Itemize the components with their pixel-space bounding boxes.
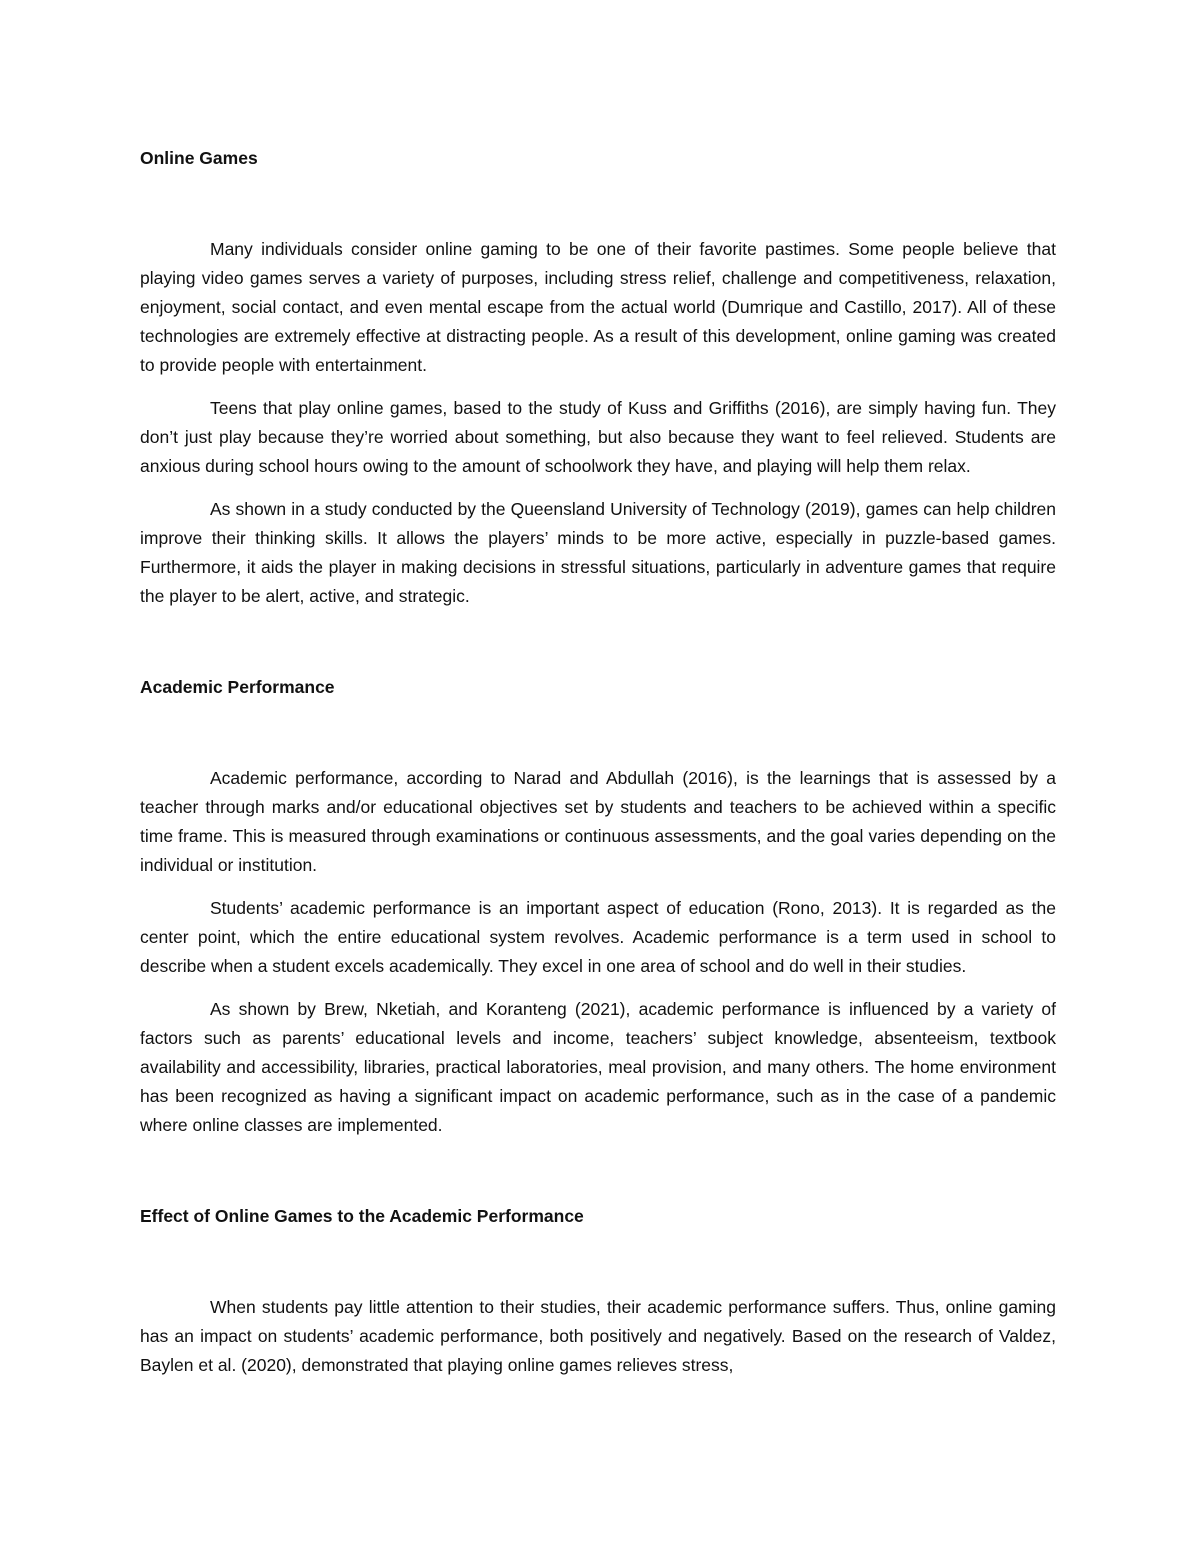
document-body [140, 144, 1056, 1380]
paragraph: As shown in a study conducted by the Queensland University of Technology (2019), games can help children improve their thinking skills. It allows the players’ minds to be more active, especially in puzzle-based games. Furthermore, it aids the player in making decisions in stressful situations, particularly in adventure games that require the player to be alert, active, and strategic. [140, 499, 1056, 606]
section-heading-online-games: Online Games [140, 148, 258, 168]
paragraph: Academic performance, according to Narad and Abdullah (2016), is the learnings that is assessed by a teacher through marks and/or educational objectives set by students and teachers to be achieved within a specific time frame. This is measured through examinations or continuous assessments, and the goal varies depending on the individual or institution. [140, 768, 1056, 875]
paragraph: When students pay little attention to their studies, their academic performance suffers. Thus, online gaming has an impact on students’ academic performance, both positively and negatively. Based on the research of Valdez, Baylen et al. (2020), demonstrated that playing online games relieves stress, [140, 1297, 1056, 1375]
paragraph: Teens that play online games, based to the study of Kuss and Griffiths (2016), are simply having fun. They don’t just play because they’re worried about something, but also because they want to feel relieved. Students are anxious during school hours owing to the amount of schoolwork they have, and playing will help them relax. [140, 398, 1056, 476]
paragraph: Many individuals consider online gaming to be one of their favorite pastimes. Some people believe that playing video games serves a variety of purposes, including stress relief, challenge and competitiveness, relaxation, enjoyment, social contact, and even mental escape from the actual world (Dumrique and Castillo, 2017). All of these technologies are extremely effective at distracting people. As a result of this development, online gaming was created to provide people with entertainment. [140, 239, 1056, 375]
section-heading-academic-performance: Academic Performance [140, 677, 335, 697]
section-heading-effect-of-online-games: Effect of Online Games to the Academic Performance [140, 1206, 584, 1226]
paragraph: As shown by Brew, Nketiah, and Koranteng (2021), academic performance is influenced by a variety of factors such as parents’ educational levels and income, teachers’ subject knowledge, absenteeism, textbook availability and accessibility, libraries, practical laboratories, meal provision, and many others. The home environment has been recognized as having a significant impact on academic performance, such as in the case of a pandemic where online classes are implemented. [140, 999, 1056, 1135]
paragraph: Students’ academic performance is an important aspect of education (Rono, 2013). It is regarded as the center point, which the entire educational system revolves. Academic performance is a term used in school to describe when a student excels academically. They excel in one area of school and do well in their studies. [140, 898, 1056, 976]
